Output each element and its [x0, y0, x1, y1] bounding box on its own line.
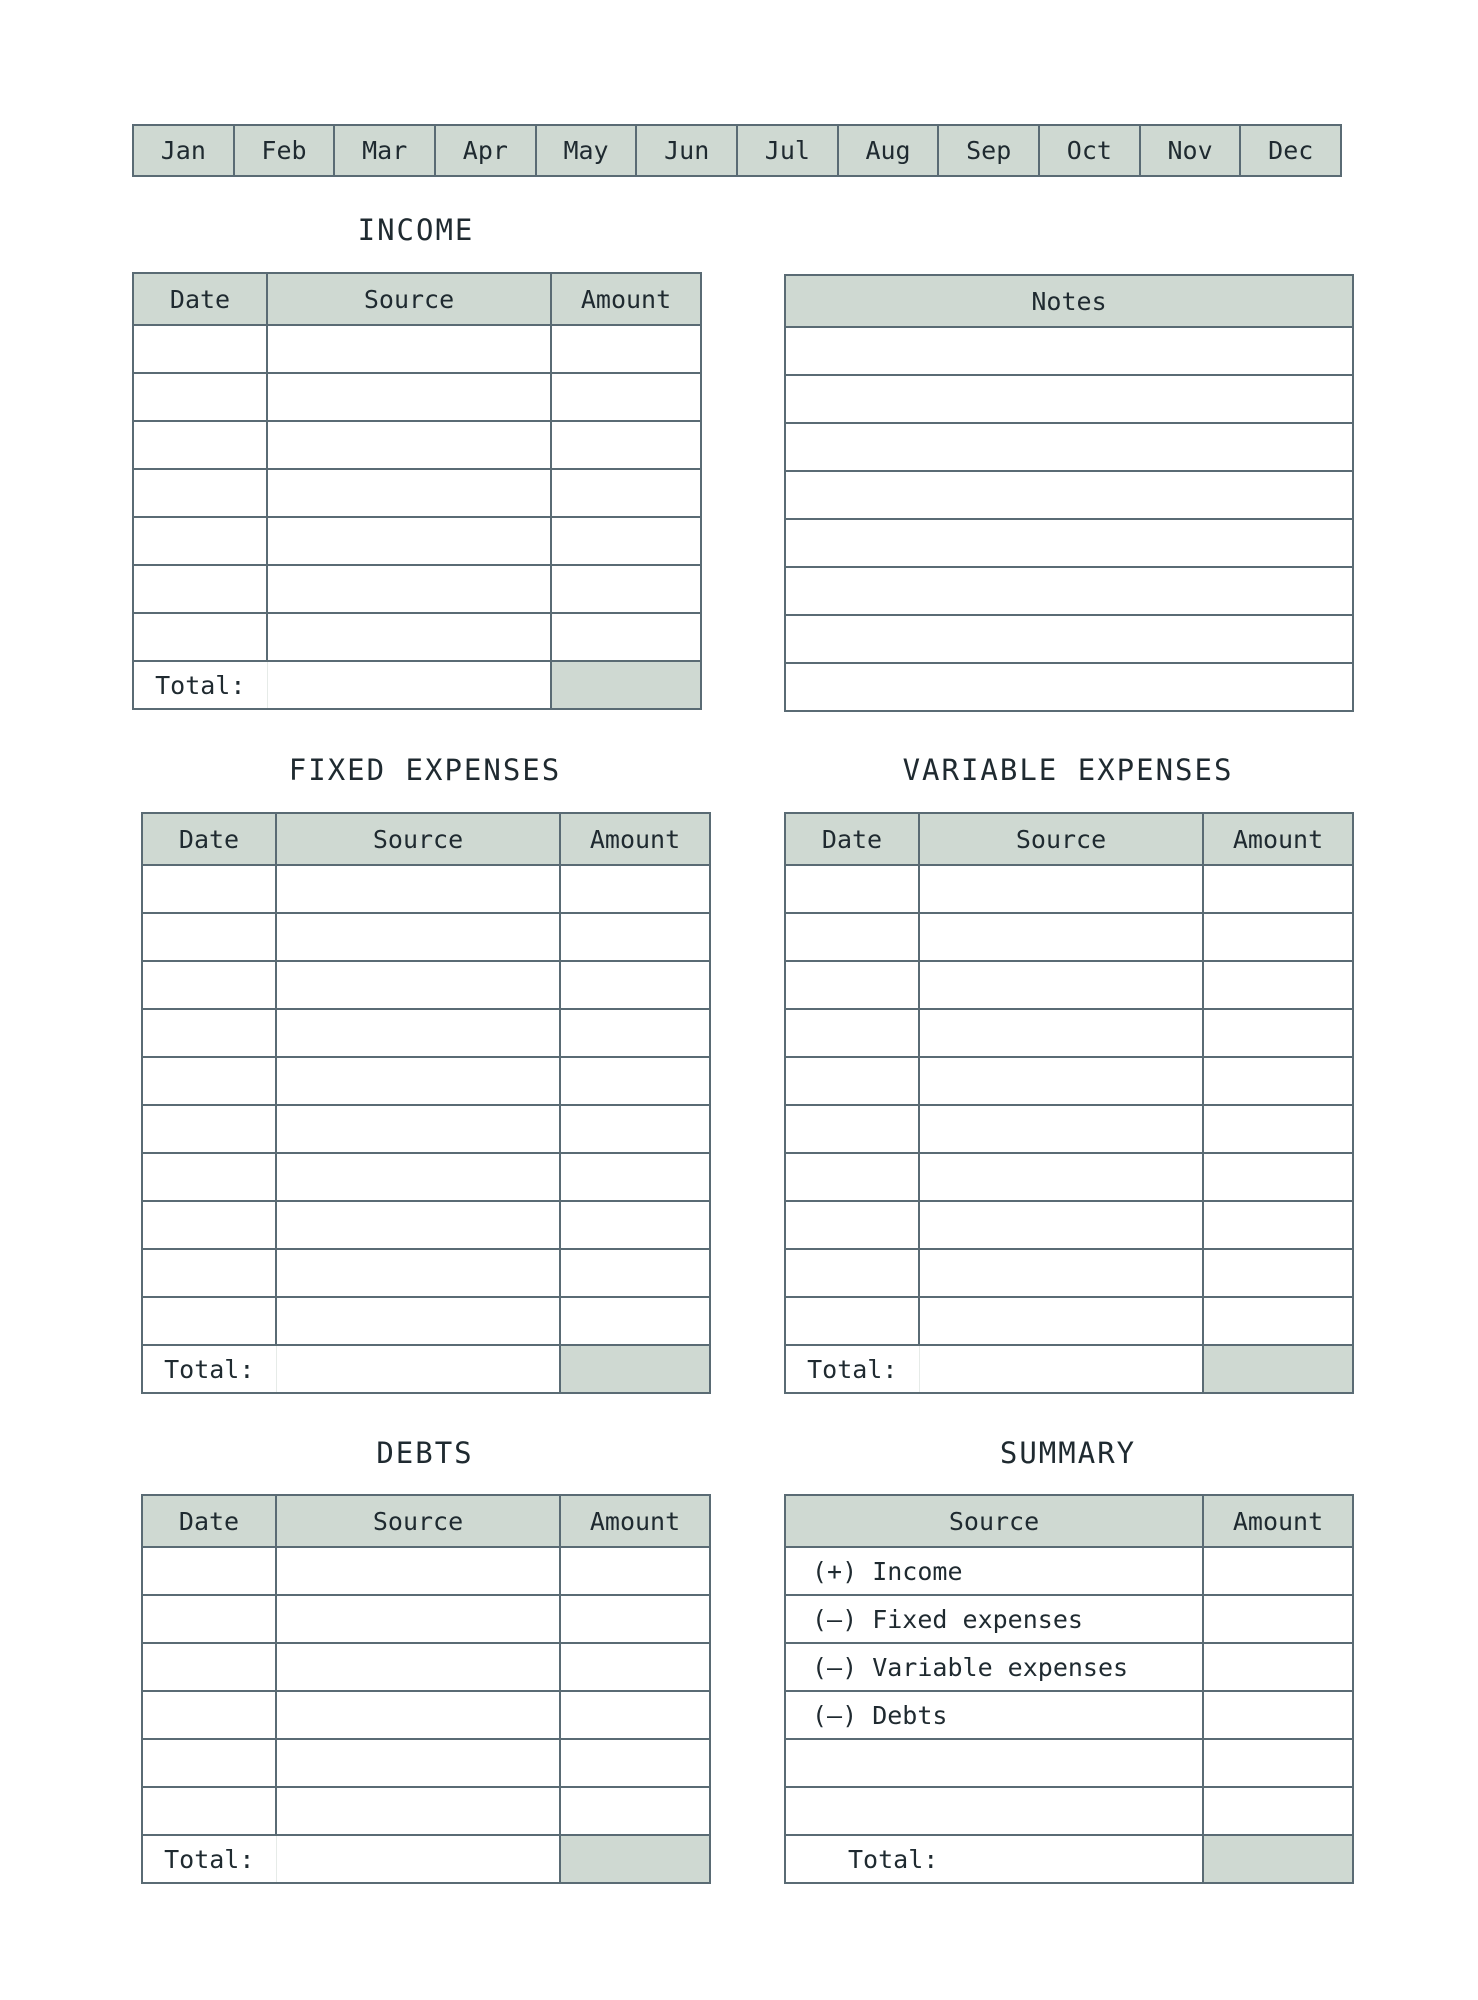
table-row — [133, 469, 701, 517]
source-cell[interactable] — [919, 1249, 1203, 1297]
source-cell[interactable] — [919, 1009, 1203, 1057]
total-label: Total: — [142, 1835, 276, 1883]
table-header-row — [142, 1495, 710, 1547]
table-row — [785, 1057, 1353, 1105]
total-label: Total: — [785, 1835, 1203, 1883]
note-cell[interactable] — [785, 327, 1353, 375]
total-row — [785, 1835, 1353, 1883]
table-row — [142, 1595, 710, 1643]
source-cell[interactable] — [267, 517, 551, 565]
date-cell[interactable] — [142, 865, 276, 913]
source-cell[interactable] — [276, 1595, 560, 1643]
total-label: Total: — [142, 1345, 276, 1393]
summary-row-fixed-expenses — [785, 1595, 1353, 1643]
header-date: Date — [142, 1495, 276, 1547]
table-row — [142, 1739, 710, 1787]
date-cell[interactable] — [785, 1009, 919, 1057]
date-cell[interactable] — [142, 913, 276, 961]
month-tabs — [132, 124, 1342, 177]
source-cell[interactable] — [276, 1739, 560, 1787]
debts-table — [141, 1494, 711, 1884]
summary-total-amount[interactable] — [1203, 1835, 1353, 1883]
source-cell[interactable] — [276, 1547, 560, 1595]
source-cell[interactable] — [267, 373, 551, 421]
table-row — [142, 1201, 710, 1249]
amount-cell[interactable] — [560, 1009, 710, 1057]
amount-cell[interactable] — [551, 373, 701, 421]
amount-cell[interactable] — [560, 1787, 710, 1835]
total-row — [142, 1835, 710, 1883]
amount-cell[interactable] — [1203, 865, 1353, 913]
amount-cell[interactable] — [560, 1153, 710, 1201]
table-row — [142, 961, 710, 1009]
amount-cell[interactable] — [551, 421, 701, 469]
summary-label: (–) Fixed expenses — [785, 1595, 1203, 1643]
summary-row-blank — [785, 1787, 1353, 1835]
source-cell[interactable] — [919, 913, 1203, 961]
source-cell[interactable] — [267, 565, 551, 613]
month-tab-oct[interactable]: Oct — [1040, 126, 1141, 175]
date-cell[interactable] — [785, 961, 919, 1009]
amount-cell[interactable] — [551, 469, 701, 517]
date-cell[interactable] — [785, 1153, 919, 1201]
table-row — [142, 1249, 710, 1297]
amount-cell[interactable] — [560, 1249, 710, 1297]
summary-row-blank — [785, 1739, 1353, 1787]
table-row — [142, 1691, 710, 1739]
table-row — [142, 1057, 710, 1105]
summary-label[interactable] — [785, 1739, 1203, 1787]
source-cell[interactable] — [267, 421, 551, 469]
source-cell[interactable] — [276, 1057, 560, 1105]
source-cell[interactable] — [919, 865, 1203, 913]
date-cell[interactable] — [142, 1297, 276, 1345]
source-cell[interactable] — [276, 1105, 560, 1153]
summary-row-debts — [785, 1691, 1353, 1739]
month-tab-jul[interactable]: Jul — [738, 126, 839, 175]
date-cell[interactable] — [785, 1057, 919, 1105]
source-cell[interactable] — [276, 1201, 560, 1249]
income-total-amount[interactable] — [551, 661, 701, 709]
source-cell[interactable] — [276, 961, 560, 1009]
table-header-row — [785, 1495, 1353, 1547]
month-tab-may[interactable]: May — [537, 126, 638, 175]
table-row — [785, 1105, 1353, 1153]
date-cell[interactable] — [142, 1691, 276, 1739]
note-line — [785, 615, 1353, 663]
income-title: INCOME — [357, 213, 475, 247]
source-cell[interactable] — [276, 1643, 560, 1691]
notes-table — [784, 274, 1354, 712]
date-cell[interactable] — [785, 1249, 919, 1297]
date-cell[interactable] — [133, 469, 267, 517]
source-cell[interactable] — [919, 1057, 1203, 1105]
date-cell[interactable] — [142, 1547, 276, 1595]
date-cell[interactable] — [142, 1595, 276, 1643]
amount-cell[interactable] — [1203, 1009, 1353, 1057]
source-cell[interactable] — [276, 913, 560, 961]
month-tab-nov[interactable]: Nov — [1141, 126, 1242, 175]
table-row — [133, 565, 701, 613]
header-amount: Amount — [551, 273, 701, 325]
date-cell[interactable] — [785, 1297, 919, 1345]
source-cell[interactable] — [919, 1105, 1203, 1153]
amount-cell[interactable] — [1203, 1153, 1353, 1201]
table-header-row — [133, 273, 701, 325]
date-cell[interactable] — [142, 1009, 276, 1057]
source-cell[interactable] — [267, 613, 551, 661]
date-cell[interactable] — [133, 565, 267, 613]
note-cell[interactable] — [785, 471, 1353, 519]
summary-table — [784, 1494, 1354, 1884]
date-cell[interactable] — [142, 1153, 276, 1201]
total-label: Total: — [785, 1345, 919, 1393]
summary-title: SUMMARY — [999, 1436, 1137, 1470]
amount-cell[interactable] — [560, 1297, 710, 1345]
source-cell[interactable] — [267, 469, 551, 517]
table-row — [133, 517, 701, 565]
source-cell[interactable] — [919, 961, 1203, 1009]
amount-cell[interactable] — [1203, 1595, 1353, 1643]
amount-cell[interactable] — [551, 613, 701, 661]
month-tab-sep[interactable]: Sep — [939, 126, 1040, 175]
header-date: Date — [133, 273, 267, 325]
table-header-row — [785, 813, 1353, 865]
total-row — [785, 1345, 1353, 1393]
table-row — [142, 1297, 710, 1345]
header-amount: Amount — [1203, 813, 1353, 865]
fixed-expenses-table — [141, 812, 711, 1394]
month-tab-jan[interactable]: Jan — [134, 126, 235, 175]
amount-cell[interactable] — [551, 565, 701, 613]
source-cell[interactable] — [919, 1153, 1203, 1201]
total-spacer — [919, 1345, 1203, 1393]
source-cell[interactable] — [276, 1297, 560, 1345]
month-tab-jun[interactable]: Jun — [637, 126, 738, 175]
source-cell[interactable] — [276, 1249, 560, 1297]
amount-cell[interactable] — [551, 325, 701, 373]
total-spacer — [276, 1835, 560, 1883]
note-cell[interactable] — [785, 567, 1353, 615]
header-date: Date — [785, 813, 919, 865]
note-line — [785, 471, 1353, 519]
summary-row-income — [785, 1547, 1353, 1595]
income-table — [132, 272, 702, 710]
amount-cell[interactable] — [560, 1643, 710, 1691]
date-cell[interactable] — [785, 1105, 919, 1153]
source-cell[interactable] — [276, 1009, 560, 1057]
note-line — [785, 375, 1353, 423]
amount-cell[interactable] — [1203, 1643, 1353, 1691]
table-row — [133, 613, 701, 661]
date-cell[interactable] — [785, 865, 919, 913]
source-cell[interactable] — [919, 1297, 1203, 1345]
note-line — [785, 423, 1353, 471]
source-cell[interactable] — [919, 1201, 1203, 1249]
source-cell[interactable] — [276, 1691, 560, 1739]
header-source: Source — [785, 1495, 1203, 1547]
table-row — [133, 421, 701, 469]
table-row — [142, 1787, 710, 1835]
table-row — [142, 1153, 710, 1201]
date-cell[interactable] — [142, 1201, 276, 1249]
date-cell[interactable] — [142, 961, 276, 1009]
date-cell[interactable] — [133, 517, 267, 565]
amount-cell[interactable] — [560, 961, 710, 1009]
amount-cell[interactable] — [1203, 1547, 1353, 1595]
table-header-row — [785, 275, 1353, 327]
summary-row-variable-expenses — [785, 1643, 1353, 1691]
date-cell[interactable] — [133, 373, 267, 421]
date-cell[interactable] — [142, 1249, 276, 1297]
source-cell[interactable] — [276, 865, 560, 913]
date-cell[interactable] — [142, 1105, 276, 1153]
table-row — [142, 865, 710, 913]
header-source: Source — [919, 813, 1203, 865]
total-spacer — [267, 661, 551, 709]
date-cell[interactable] — [785, 913, 919, 961]
amount-cell[interactable] — [560, 1691, 710, 1739]
summary-label: (–) Debts — [785, 1691, 1203, 1739]
amount-cell[interactable] — [1203, 961, 1353, 1009]
date-cell[interactable] — [142, 1057, 276, 1105]
note-cell[interactable] — [785, 663, 1353, 711]
amount-cell[interactable] — [1203, 1057, 1353, 1105]
header-source: Source — [276, 813, 560, 865]
table-row — [785, 961, 1353, 1009]
amount-cell[interactable] — [560, 913, 710, 961]
source-cell[interactable] — [276, 1153, 560, 1201]
summary-label: (+) Income — [785, 1547, 1203, 1595]
variable-expenses-title: VARIABLE EXPENSES — [902, 753, 1234, 787]
table-row — [142, 1547, 710, 1595]
table-row — [133, 325, 701, 373]
amount-cell[interactable] — [560, 1547, 710, 1595]
note-line — [785, 327, 1353, 375]
date-cell[interactable] — [142, 1739, 276, 1787]
source-cell[interactable] — [267, 325, 551, 373]
table-row — [785, 1297, 1353, 1345]
date-cell[interactable] — [142, 1787, 276, 1835]
amount-cell[interactable] — [1203, 913, 1353, 961]
date-cell[interactable] — [142, 1643, 276, 1691]
header-amount: Amount — [560, 1495, 710, 1547]
table-row — [785, 1009, 1353, 1057]
month-tab-aug[interactable]: Aug — [839, 126, 940, 175]
variable-expenses-table — [784, 812, 1354, 1394]
header-amount: Amount — [1203, 1495, 1353, 1547]
summary-label: (–) Variable expenses — [785, 1643, 1203, 1691]
amount-cell[interactable] — [560, 1057, 710, 1105]
date-cell[interactable] — [785, 1201, 919, 1249]
amount-cell[interactable] — [560, 1739, 710, 1787]
fixed-expenses-title: FIXED EXPENSES — [288, 753, 562, 787]
fixed-total-amount[interactable] — [560, 1345, 710, 1393]
amount-cell[interactable] — [1203, 1691, 1353, 1739]
source-cell[interactable] — [276, 1787, 560, 1835]
amount-cell[interactable] — [1203, 1739, 1353, 1787]
variable-total-amount[interactable] — [1203, 1345, 1353, 1393]
amount-cell[interactable] — [1203, 1105, 1353, 1153]
month-tab-feb[interactable]: Feb — [235, 126, 336, 175]
amount-cell[interactable] — [560, 1201, 710, 1249]
header-source: Source — [276, 1495, 560, 1547]
amount-cell[interactable] — [560, 1595, 710, 1643]
table-row — [785, 913, 1353, 961]
summary-label[interactable] — [785, 1787, 1203, 1835]
amount-cell[interactable] — [551, 517, 701, 565]
note-line — [785, 567, 1353, 615]
note-cell[interactable] — [785, 519, 1353, 567]
amount-cell[interactable] — [1203, 1201, 1353, 1249]
note-line — [785, 663, 1353, 711]
amount-cell[interactable] — [1203, 1787, 1353, 1835]
amount-cell[interactable] — [1203, 1297, 1353, 1345]
month-tab-dec[interactable]: Dec — [1268, 136, 1314, 165]
header-notes: Notes — [785, 275, 1353, 327]
amount-cell[interactable] — [560, 1105, 710, 1153]
table-header-row — [142, 813, 710, 865]
table-row — [142, 1009, 710, 1057]
debts-title: DEBTS — [376, 1436, 474, 1470]
note-cell[interactable] — [785, 615, 1353, 663]
date-cell[interactable] — [133, 613, 267, 661]
table-row — [133, 373, 701, 421]
table-row — [785, 1249, 1353, 1297]
note-cell[interactable] — [785, 423, 1353, 471]
total-row — [142, 1345, 710, 1393]
amount-cell[interactable] — [560, 865, 710, 913]
note-cell[interactable] — [785, 375, 1353, 423]
note-line — [785, 519, 1353, 567]
month-tab-apr[interactable]: Apr — [436, 126, 537, 175]
debts-total-amount[interactable] — [560, 1835, 710, 1883]
date-cell[interactable] — [133, 325, 267, 373]
total-row — [133, 661, 701, 709]
table-row — [142, 913, 710, 961]
table-row — [785, 865, 1353, 913]
header-source: Source — [267, 273, 551, 325]
total-label: Total: — [133, 661, 267, 709]
amount-cell[interactable] — [1203, 1249, 1353, 1297]
header-amount: Amount — [560, 813, 710, 865]
table-row — [785, 1201, 1353, 1249]
month-tab-mar[interactable]: Mar — [335, 126, 436, 175]
table-row — [785, 1153, 1353, 1201]
table-row — [142, 1105, 710, 1153]
header-date: Date — [142, 813, 276, 865]
total-spacer — [276, 1345, 560, 1393]
table-row — [142, 1643, 710, 1691]
date-cell[interactable] — [133, 421, 267, 469]
